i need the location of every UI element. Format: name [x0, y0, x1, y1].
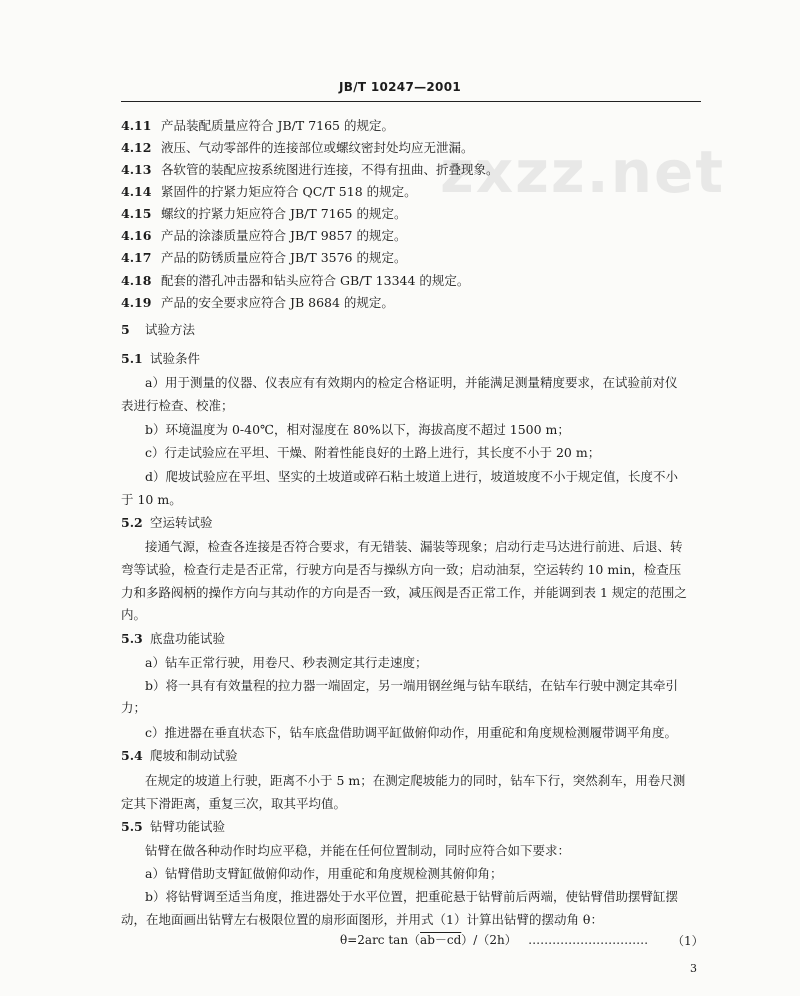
clause-5-1-d-line1: d）爬坡试验应在平坦、坚实的土坡道或碎石粘土坡道上进行，坡道坡度不小于规定值，长度不小 [145, 469, 679, 484]
clause-5-1-c: c）行走试验应在平坦、干燥、附着性能良好的土路上进行，其长度不小于 20 m； [145, 445, 601, 460]
formula-1 [340, 932, 648, 948]
clause-4-13: 4.13 各软管的装配应按系统图进行连接，不得有扭曲、折叠现象。 [121, 162, 499, 177]
clause-5-5-a: a）钻臂借助支臂缸做俯仰动作，用重砣和角度规检测其俯仰角； [145, 866, 503, 881]
clause-4-17: 4.17 产品的防锈质量应符合 JB/T 3576 的规定。 [121, 250, 407, 265]
clause-5-5-b-line1: b）将钻臂调至适当角度，推进器处于水平位置，把重砣悬于钻臂前后两端，使钻臂借助摆臂缸摆 [145, 889, 679, 904]
formula-leader-dots: ………………………… [528, 933, 649, 947]
clause-4-12: 4.12 液压、气动零部件的连接部位或螺纹密封处均应无泄漏。 [121, 140, 474, 155]
clause-5-2-line1: 接通气源，检查各连接是否符合要求，有无错装、漏装等现象；启动行走马达进行前进、后退、转 [145, 539, 683, 554]
section-5-heading: 5 试验方法 [121, 322, 196, 337]
clause-5-2-line2: 弯等试验，检查行走是否正常，行驶方向是否与操纵方向一致；启动油泵，空运转约 10 min，检查压 [121, 562, 682, 577]
clause-5-2-line3: 力和多路阀柄的操作方向与其动作的方向是否一致，减压阀是否正常工作，并能调到表 1 规定的范围之 [121, 585, 687, 600]
clause-5-1-heading: 5.1 试验条件 [121, 351, 201, 366]
clause-5-4-line2: 定其下滑距离，重复三次，取其平均值。 [121, 796, 347, 811]
clause-5-3-b-line2: 力； [121, 700, 147, 715]
clause-4-16: 4.16 产品的涂漆质量应符合 JB/T 9857 的规定。 [121, 228, 407, 243]
clause-5-3-heading: 5.3 底盘功能试验 [121, 631, 226, 646]
clause-5-3-a: a）钻车正常行驶，用卷尺、秒表测定其行走速度； [145, 655, 428, 670]
watermark: zxzz.net [440, 138, 726, 206]
clause-4-11: 4.11 产品装配质量应符合 JB/T 7165 的规定。 [121, 118, 394, 133]
formula-number: （1） [672, 934, 704, 948]
page-number: 3 [690, 962, 697, 975]
clause-5-1-a-line1: a）用于测量的仪器、仪表应有有效期内的检定合格证明，并能满足测量精度要求，在试验前对仪 [145, 375, 678, 390]
formula-overline-term: ab－cd [420, 933, 462, 947]
page-header: JB/T 10247—2001 [338, 80, 461, 94]
formula-rhs: ）/（2h） [461, 933, 517, 947]
header-rule [121, 101, 701, 102]
clause-5-3-b-line1: b）将一具有有效量程的拉力器一端固定，另一端用钢丝绳与钻车联结，在钻车行驶中测定其牵引 [145, 678, 679, 693]
clause-5-5-line1: 钻臂在做各种动作时均应平稳，并能在任何位置制动，同时应符合如下要求： [145, 843, 571, 858]
clause-5-4-line1: 在规定的坡道上行驶，距离不小于 5 m；在测定爬坡能力的同时，钻车下行，突然刹车，用卷尺测 [145, 773, 686, 788]
clause-5-1-b: b）环境温度为 0-40℃，相对湿度在 80%以下，海拔高度不超过 1500 m； [145, 422, 570, 437]
clause-4-14: 4.14 紧固件的拧紧力矩应符合 QC/T 518 的规定。 [121, 184, 417, 199]
clause-4-18: 4.18 配套的潜孔冲击器和钻头应符合 GB/T 13344 的规定。 [121, 273, 470, 288]
clause-5-3-c: c）推进器在垂直状态下，钻车底盘借助调平缸做俯仰动作，用重砣和角度规检测履带调平角度。 [145, 725, 678, 740]
formula-lhs: θ=2arc tan（ [340, 933, 421, 947]
clause-4-15: 4.15 螺纹的拧紧力矩应符合 JB/T 7165 的规定。 [121, 206, 407, 221]
clause-5-2-heading: 5.2 空运转试验 [121, 515, 213, 530]
clause-5-5-heading: 5.5 钻臂功能试验 [121, 819, 226, 834]
clause-4-19: 4.19 产品的安全要求应符合 JB 8684 的规定。 [121, 295, 394, 310]
clause-5-2-line4: 内。 [121, 607, 147, 622]
clause-5-4-heading: 5.4 爬坡和制动试验 [121, 748, 238, 763]
clause-5-5-b-line2: 动，在地面画出钻臂左右极限位置的扇形面图形，并用式（1）计算出钻臂的摆动角 θ： [121, 912, 603, 927]
clause-5-1-d-line2: 于 10 m。 [121, 492, 182, 507]
clause-5-1-a-line2: 表进行检查、校准； [121, 398, 234, 413]
